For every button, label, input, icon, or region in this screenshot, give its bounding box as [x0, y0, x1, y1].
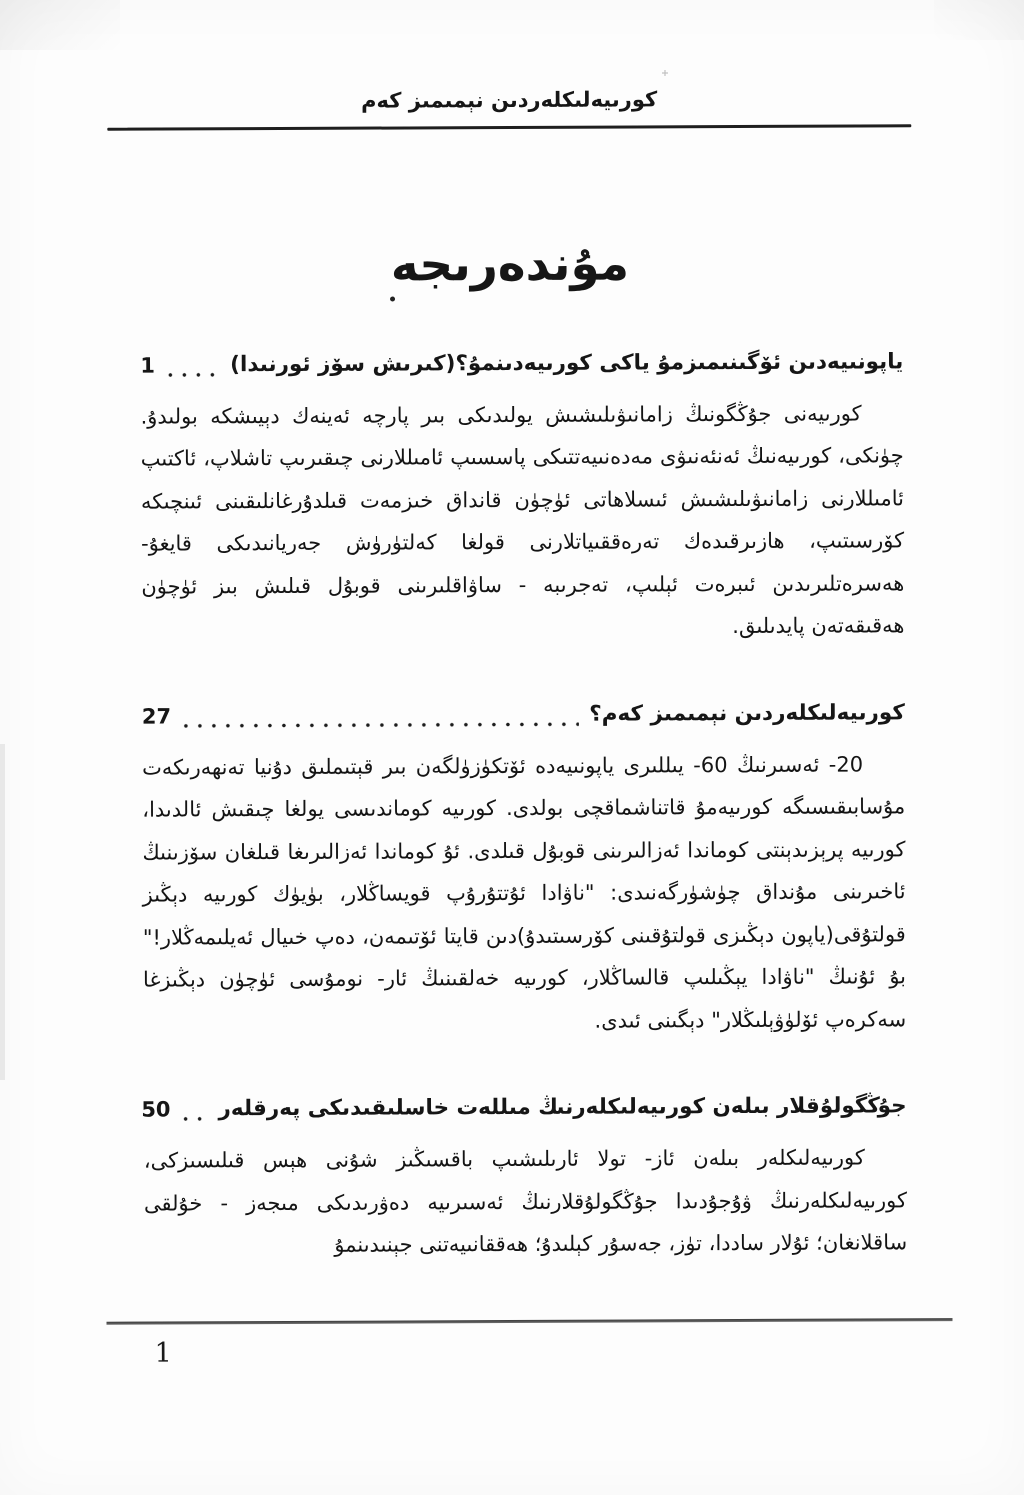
toc-entry-title: جۇڭگولۇقلار بىلەن كورىيەلىكلەرنىڭ مىللەت خاسلىقىدىكى پەرقلەر	[218, 1093, 907, 1122]
entry-summary: 20- ئەسىرنىڭ 60- يىللىرى ياپونىيەدە ئۆتكۈزۈلگەن بىر قېتىملىق دۇنيا تەنھەرىكەت مۇسابىقىسىگە كورىيەمۇ قاتناشماقچى بولدى. كورىيە كوماندىسى يولغا چىقىش ئالدىدا، كورىيە پرېزىدېنتى كوماندا ئەزالىرىنى قوبۇل قىلدى. ئۇ كوماندا ئەزالىرىغا قىلغان سۆزىنىڭ ئاخىرىنى مۇنداق چۈشۈرگەنىدى: "ناۋادا ئۇتتۇرۇپ قويساڭلار، بۈيۈك كورىيە دېڭىز قولتۇقى(ياپون دېڭىزى قولتۇقىنى كۆرسىتىدۇ)دىن قايتا ئۆتىمەن، دەپ خىيال ئەيلىمەڭلار!" بۇ ئۇنىڭ "ناۋادا يېڭىلىپ قالساڭلار، كورىيە خەلقىنىڭ ئار- نومۇسى ئۈچۈن دېڭىزغا سەكرەپ ئۆلۈۋېلىڭلار" دېگىنى ئىدى.	[142, 752, 907, 1033]
toc-heading-line	[143, 1086, 906, 1130]
toc-page-number: 1	[140, 353, 156, 378]
dot-leader	[179, 1116, 209, 1121]
running-head: كورىيەلىكلەردىن نېمىمىز كەم	[361, 87, 658, 113]
dot-leader	[163, 372, 220, 377]
scan-edge-artifact	[0, 744, 5, 1080]
toc-page-number: 50	[141, 1097, 171, 1122]
toc-page-number: 27	[141, 704, 172, 729]
footer-rule	[107, 1318, 953, 1325]
toc-heading-line	[142, 693, 905, 737]
toc-entry-title: كورىيەلىكلەردىن نېمىمىز كەم؟	[589, 700, 905, 727]
toc-entry	[140, 342, 904, 650]
page-number: 1	[154, 1337, 172, 1369]
header-rule	[107, 124, 911, 131]
page-title: مۇندەرىجە	[390, 236, 630, 293]
content-column	[140, 342, 907, 1267]
entry-summary: كورىيەلىكلەر بىلەن ئاز- تولا ئارىلىشىپ باقسىڭىز شۇنى ھېس قىلىسىزكى، كورىيەلىكلەرنىڭ ۋۇجۇدىدا جۇڭگولۇقلارنىڭ ئەسىرىيە دەۋرىدىكى مىجەز - خۇلقى ساقلانغان؛ ئۇلار ساددا، تۈز، جەسۇر كېلىدۇ؛ ھەققانىيەتنى جېنىدىنمۇ	[143, 1145, 908, 1257]
toc-entry	[143, 1086, 907, 1267]
scan-dot-artifact	[390, 297, 395, 302]
entry-summary: كورىيەنى جۇڭگونىڭ زامانىۋىلىشىش يولىدىكى بىر پارچە ئەينەك دېيىشكە بولىدۇ. چۈنكى، كورىيەنىڭ ئەنئەنىۋى مەدەنىيەتتىكى پاسسىپ ئامىللارنى چىقىرىپ تاشلاپ، ئاكتىپ ئامىللارنى زامانىۋىلىشىش ئىسلاھاتى ئۈچۈن قانداق خىزمەت قىلدۇرغانلىقىنى ئىنچىكە كۆرسىتىپ، ھازىرقىدەك تەرەققىياتلارنى قولغا كەلتۈرۈش جەريانىدىكى قايغۇ- ھەسرەتلىرىدىن ئىبرەت ئېلىپ، تەجرىبە - ساۋاقلىرىنى قوبۇل قىلىش بىز ئۈچۈن ھەقىقەتەن پايدىلىق.	[140, 401, 905, 639]
toc-entry-title: ياپونىيەدىن ئۆگىنىمىزمۇ ياكى كورىيەدىنمۇ؟(كىرىش سۆز ئورنىدا)	[230, 349, 904, 378]
table-of-contents	[140, 342, 907, 1267]
page-header	[0, 86, 1021, 131]
toc-heading-line	[140, 342, 903, 386]
dot-leader	[179, 721, 579, 728]
toc-entry	[142, 693, 907, 1044]
